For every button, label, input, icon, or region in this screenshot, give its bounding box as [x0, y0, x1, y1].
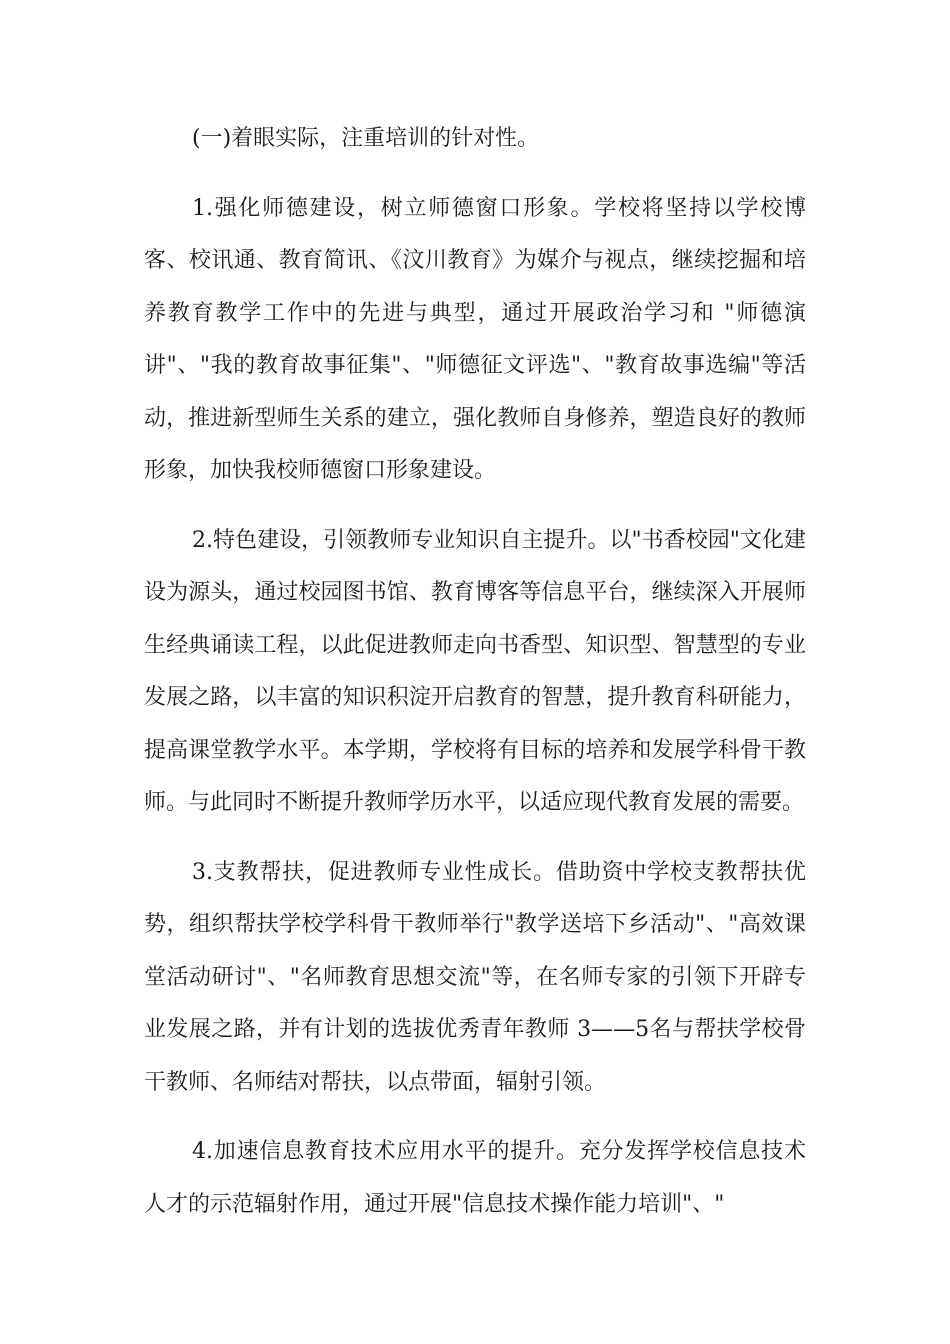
section-heading: (一)着眼实际，注重培训的针对性。: [192, 126, 540, 151]
paragraph-1: 1.强化师德建设，树立师德窗口形象。学校将坚持以学校博客、校讯通、教育简讯、《汶川教育》为媒介与视点，继续挖掘和培养教育教学工作中的先进与典型，通过开展政治学习和 "师德演讲"、"我的教育故事征集"、"师德征文评选"、"教育故事选编"等活动，推进新型师生关系的建立，强化教师自身修养，塑造良好的教师形象，加快我校师德窗口形象建设。: [144, 195, 806, 483]
paragraph-2: 2.特色建设，引领教师专业知识自主提升。以"书香校园"文化建设为源头，通过校园图书馆、教育博客等信息平台，继续深入开展师生经典诵读工程，以此促进教师走向书香型、知识型、智慧型的专业发展之路，以丰富的知识积淀开启教育的智慧，提升教育科研能力，提高课堂教学水平。本学期，学校将有目标的培养和发展学科骨干教师。与此同时不断提升教师学历水平，以适应现代教育发展的需要。: [144, 527, 806, 815]
paragraph-4: 4.加速信息教育技术应用水平的提升。充分发挥学校信息技术人才的示范辐射作用，通过开展"信息技术操作能力培训"、": [144, 1139, 806, 1217]
document-body: [144, 113, 806, 1231]
paragraph-3: 3.支教帮扶，促进教师专业性成长。借助资中学校支教帮扶优势，组织帮扶学校学科骨干教师举行"教学送培下乡活动"、"高效课堂活动研讨"、"名师教育思想交流"等，在名师专家的引领下开辟专业发展之路，并有计划的选拔优秀青年教师 3——5名与帮扶学校骨干教师、名师结对帮扶，以点带面，辐射引领。: [144, 859, 806, 1095]
